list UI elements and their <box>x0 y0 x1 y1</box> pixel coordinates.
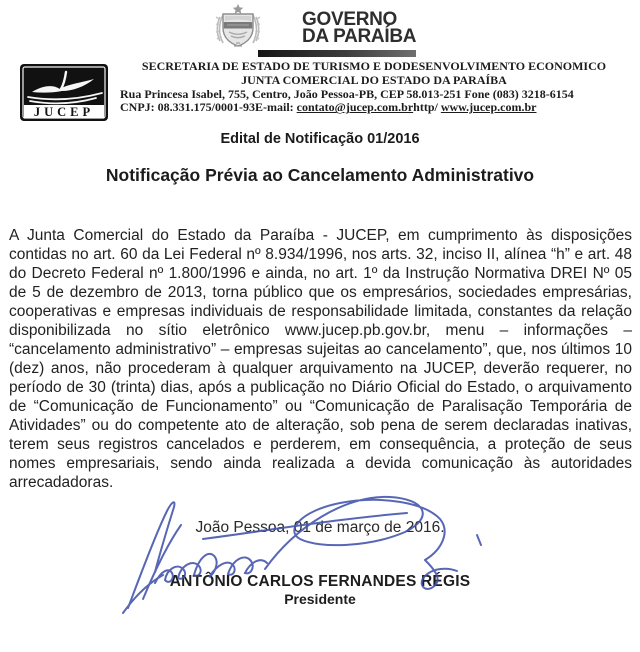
letterhead-address: Rua Princesa Isabel, 755, Centro, João Pessoa-PB, CEP 58.013-251 Fone (083) 3218-6154 <box>120 86 574 101</box>
government-name-line2: DA PARAÍBA <box>302 26 417 47</box>
signer-name: ANTÔNIO CARLOS FERNANDES RÉGIS <box>169 573 471 590</box>
document-title: Edital de Notificação 01/2016 <box>220 131 420 147</box>
letterhead-email-label: E-mail: <box>255 100 297 115</box>
header-divider-bar <box>258 50 416 57</box>
letterhead-http-text: http/ <box>413 100 441 115</box>
letterhead-secretariat: SECRETARIA DE ESTADO DE TURISMO E DODESENVOLVIMENTO ECONOMICO <box>141 59 607 73</box>
letterhead-cnpj: CNPJ: 08.331.175/0001-93 <box>120 100 255 115</box>
letterhead-block <box>114 60 634 115</box>
letterhead-contact-line <box>114 101 634 115</box>
coat-of-arms-icon <box>214 3 262 50</box>
letterhead-email: contato@jucep.com.br <box>296 100 414 115</box>
letterhead-board-name: JUNTA COMERCIAL DO ESTADO DA PARAÍBA <box>241 72 507 87</box>
government-name-line1: GOVERNO <box>302 9 398 30</box>
place-and-date: João Pessoa, 01 de março de 2016. <box>195 519 445 536</box>
jucep-logo-label: JUCEP <box>33 105 95 119</box>
letterhead-website: www.jucep.com.br <box>440 100 537 115</box>
government-name <box>302 11 416 45</box>
notice-body-paragraph: A Junta Comercial do Estado da Paraíba - JUCEP, em cumprimento às disposições contidas no art. 60 da Lei Federal nº 8.934/1996, nos arts. 32, inciso II, alínea “h” e art. 48 do Decreto Federal nº 1.800/1996 e ainda, no art. 1º da Instrução Normativa DREI Nº 05 de 5 de dezembro de 2013, torna público que os empresários, sociedades empresárias, cooperativas e empresas individuais de responsabilidade limitada, constantes da relação disponibilizada no sítio eletrônico www.jucep.pb.gov.br, menu – informações – “cancelamento administrativo” – empresas sujeitas ao cancelamento”, que, nos últimos 10 (dez) anos, não procederam à qualquer arquivamento na JUCEP, deverão requerer, no período de 30 (trinta) dias, após a publicação no Diário Oficial do Estado, o arquivamento de “Comunicação de Funcionamento” ou “Comunicação de Paralisação Temporária de Atividades” ou do competente ato de alteração, sob pena de serem declaradas inativas, terem seus registros cancelados e perderem, em consequência, a proteção de seus nomes empresariais, sendo ainda realizada a devida comunicação às autoridades arrecadadoras. <box>9 227 632 491</box>
document-subtitle: Notificação Prévia ao Cancelamento Administrativo <box>105 165 535 185</box>
jucep-logo-icon <box>20 64 108 121</box>
signer-role: Presidente <box>284 591 356 607</box>
